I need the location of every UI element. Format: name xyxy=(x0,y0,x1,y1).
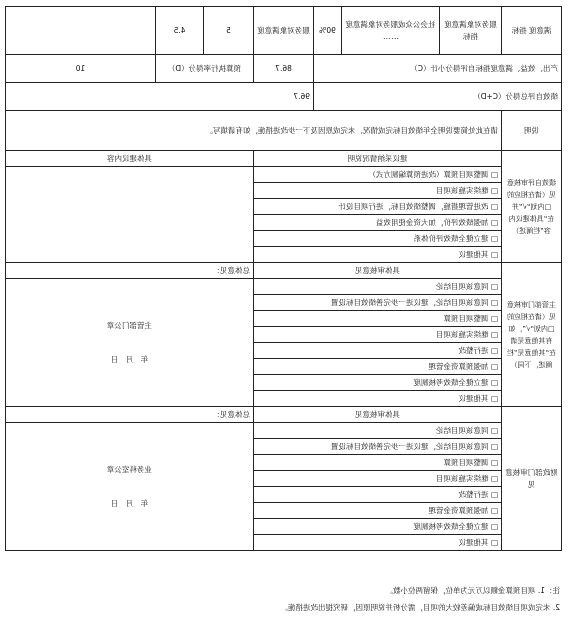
main-dept-label: 主管部门审核意见（请在相应的□内划“√”，如有其他意见请在“其他意见”栏阐述，下同） xyxy=(502,263,562,407)
unit-suggestion-box[interactable] xyxy=(6,167,254,263)
subtotal-value: 86.7 xyxy=(254,55,314,83)
subtotal-label: 产出、效益、满意度指标自评得分小计（C） xyxy=(314,55,562,83)
subject-sub-text: 社会公众或服务对象满意度 xyxy=(345,19,436,29)
unit-option-3[interactable]: □ 改进管理措施，调整绩效目标，进行项目设计 xyxy=(254,199,502,215)
main-dept-option-1[interactable]: □ 同意该项目结论 xyxy=(254,279,502,295)
unit-opinion-label: 绩效自评审核意见（请在相应的□内划“√”并在“具体建议内容”栏阐述） xyxy=(502,151,562,263)
unit-option-5[interactable]: □ 建立健全绩效评价体系 xyxy=(254,231,502,247)
finance-option-1[interactable]: □ 同意该项目结论 xyxy=(254,423,502,439)
finance-overall: 总体意见： xyxy=(6,407,254,423)
footnotes xyxy=(8,582,560,616)
footnote-1: 注：1. 项目预算金额以万元为单位，保留两位小数。 xyxy=(385,586,560,595)
year-end-value: 服务对象满意度 xyxy=(254,7,314,55)
main-dept-option-3[interactable]: □ 调整项目预算 xyxy=(254,311,502,327)
description-label: 说明 xyxy=(502,111,562,151)
main-dept-option-2[interactable]: □ 同意该项目结论，建议进一步完善绩效目标设置 xyxy=(254,295,502,311)
footnote-2: 2. 未完成项目绩效目标或偏差较大的项目，需分析并说明原因，研究提出改进措施。 xyxy=(280,603,560,612)
unit-col-header-left: 建议采纳情况说明 xyxy=(254,151,502,167)
satisfaction-indicator-label: 满意度 指标 xyxy=(502,7,562,55)
unit-option-1[interactable]: □ 调整项目预算（改进预算编制方式） xyxy=(254,167,502,183)
finance-option-3[interactable]: □ 调整项目预算 xyxy=(254,455,502,471)
main-dept-option-4[interactable]: □ 继续实施该项目 xyxy=(254,327,502,343)
finance-date: 年 月 日 xyxy=(110,498,149,508)
main-dept-option-6[interactable]: □ 加强预算资金管理 xyxy=(254,359,502,375)
description-text: 请在此处简要说明全年绩效目标完成情况、未完成原因及下一步改进措施，如有请填写。 xyxy=(6,111,502,151)
finance-option-8[interactable]: □ 其他建议 xyxy=(254,535,502,551)
target-value: 90% xyxy=(314,7,342,55)
subject-dots: …… xyxy=(382,31,399,41)
finance-seal: 业务科室公章 xyxy=(107,464,152,474)
unit-option-2[interactable]: □ 继续实施该项目 xyxy=(254,183,502,199)
unit-option-4[interactable]: □ 加强绩效评价，加大资金使用效益 xyxy=(254,215,502,231)
exec-rate-label: 预算执行率得分（D） xyxy=(156,55,254,83)
exec-rate-value: 10 xyxy=(6,55,156,83)
subject-sub-cell xyxy=(342,7,440,55)
evaluation-form-table xyxy=(5,6,562,551)
main-dept-option-7[interactable]: □ 建立健全绩效考核制度 xyxy=(254,375,502,391)
total-value: 96.7 xyxy=(6,83,314,111)
finance-col-header: 具体审核意见 xyxy=(254,407,502,423)
main-dept-sign-box xyxy=(6,279,254,407)
finance-option-2[interactable]: □ 同意该项目结论，建议进一步完善绩效目标设置 xyxy=(254,439,502,455)
finance-option-5[interactable]: □ 进行整改 xyxy=(254,487,502,503)
finance-sign-box xyxy=(6,423,254,551)
subject-column: 服务对象满意度指标 xyxy=(440,7,502,55)
score-value: 4.5 xyxy=(156,7,204,55)
main-dept-date: 年 月 日 xyxy=(110,354,149,364)
main-dept-seal: 主管部门公章 xyxy=(107,320,152,330)
blank-cell xyxy=(6,7,156,55)
unit-option-6[interactable]: □ 其他建议 xyxy=(254,247,502,263)
main-dept-option-5[interactable]: □ 进行整改 xyxy=(254,343,502,359)
finance-option-7[interactable]: □ 建立健全绩效考核制度 xyxy=(254,519,502,535)
main-dept-col-header: 具体审核意见 xyxy=(254,263,502,279)
main-dept-overall: 总体意见： xyxy=(6,263,254,279)
finance-label: 财政部门审核意见 xyxy=(502,407,562,551)
unit-col-header-right: 具体建议内容 xyxy=(6,151,254,167)
main-dept-option-8[interactable]: □ 其他建议 xyxy=(254,391,502,407)
finance-option-4[interactable]: □ 继续实施该项目 xyxy=(254,471,502,487)
finance-option-6[interactable]: □ 加强预算资金管理 xyxy=(254,503,502,519)
weight-value: 5 xyxy=(204,7,254,55)
total-label: 绩效自评总得分（C+D） xyxy=(314,83,562,111)
